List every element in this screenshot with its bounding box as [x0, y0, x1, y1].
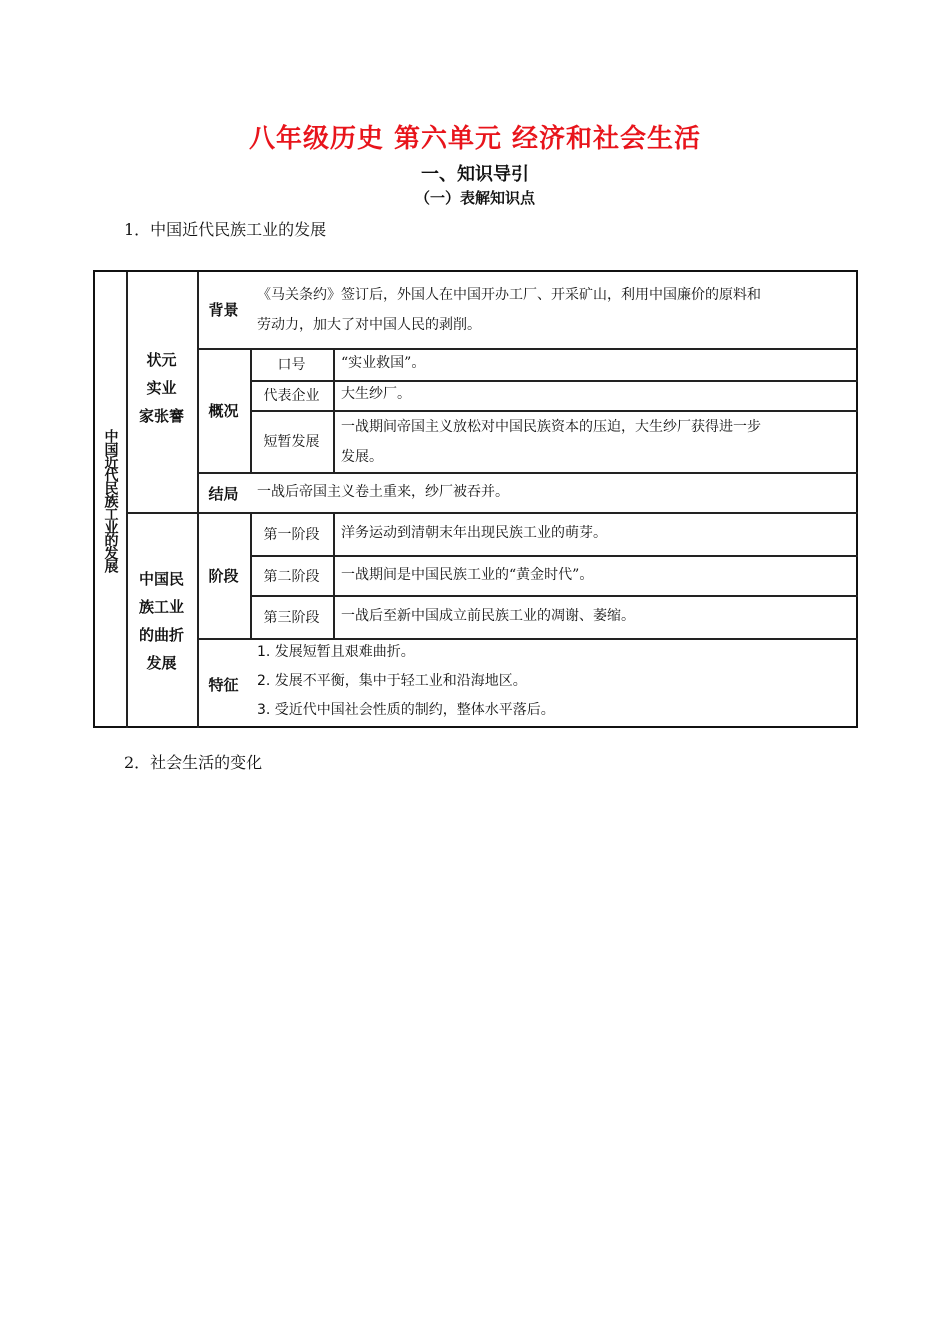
label-jieduan: 阶段: [208, 567, 239, 585]
subsection-heading: （一）表解知识点: [414, 189, 535, 207]
stage2-text: 一战期间是中国民族工业的“黄金时代”。: [341, 567, 594, 583]
group2-label: 中国民 族工业 的曲折 发展: [138, 570, 184, 672]
label-jieju: 结局: [208, 485, 239, 503]
beijing-text: 《马关条约》签订后，外国人在中国开办工厂、开采矿山，利用中国廉价的原料和 劳动力，加大了对中国人民的剥削。: [257, 287, 761, 333]
jieju-text: 一战后帝国主义卷土重来，纱厂被吞并。: [257, 484, 509, 500]
group1-label: 状元 实业 家张謇: [138, 351, 184, 425]
section-2-title: 2．社会生活的变化: [124, 753, 263, 772]
tezheng-item: 2. 发展不平衡，集中于轻工业和沿海地区。: [257, 673, 527, 689]
section-heading: 一、知识导引: [421, 164, 529, 185]
label-daibiao: 代表企业: [263, 388, 320, 404]
section-1-title: 1．中国近代民族工业的发展: [124, 220, 327, 239]
tezheng-list: [257, 638, 555, 725]
stage1-text: 洋务运动到清朝末年出现民族工业的萌芽。: [341, 525, 607, 541]
daibiao-text: 大生纱厂。: [341, 386, 411, 402]
tezheng-item: 1. 发展短暂且艰难曲折。: [257, 644, 415, 660]
label-tezheng: 特征: [208, 676, 239, 694]
label-duanzan: 短暂发展: [263, 434, 320, 450]
knowledge-table: [93, 270, 858, 728]
stage3-text: 一战后至新中国成立前民族工业的凋谢、萎缩。: [341, 608, 635, 624]
label-kouhao: 口号: [277, 357, 306, 373]
side-label: 中国近代民族工业的发展: [102, 428, 119, 572]
duanzan-text: 一战期间帝国主义放松对中国民族资本的压迫，大生纱厂获得进一步 发展。: [341, 419, 761, 465]
page-title: 八年级历史 第六单元 经济和社会生活: [248, 124, 702, 154]
kouhao-text: “实业救国”。: [341, 355, 426, 371]
label-stage3: 第三阶段: [263, 610, 320, 626]
tezheng-item: 3. 受近代中国社会性质的制约，整体水平落后。: [257, 702, 555, 718]
label-gaikuang: 概况: [208, 402, 239, 420]
label-stage2: 第二阶段: [263, 569, 320, 585]
label-stage1: 第一阶段: [263, 527, 320, 543]
label-beijing: 背景: [208, 301, 239, 319]
